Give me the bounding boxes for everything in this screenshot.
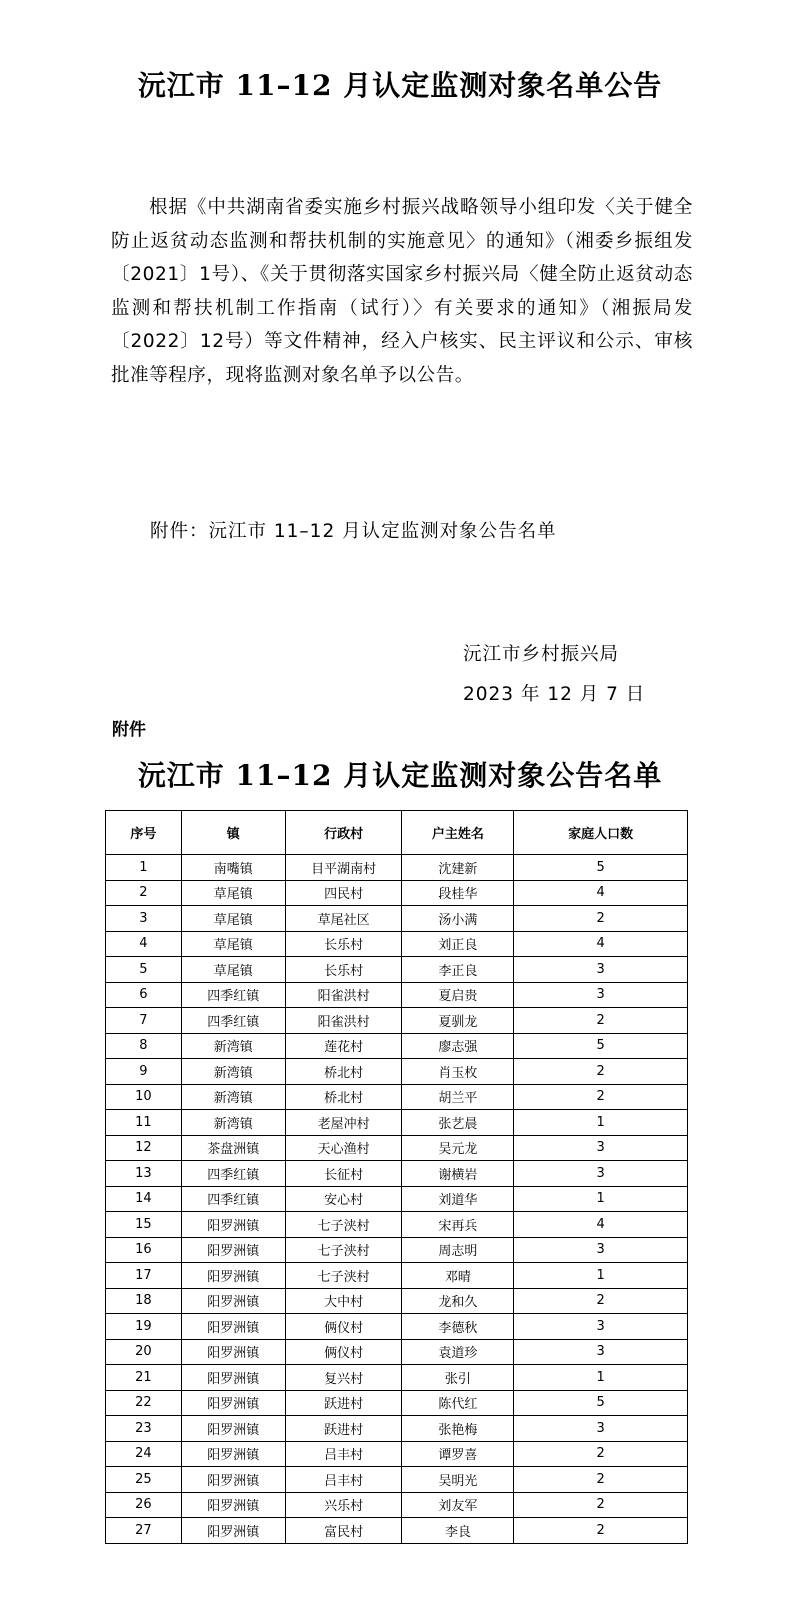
cell-householder: 宋再兵	[402, 1212, 514, 1238]
cell-household-size: 2	[514, 1467, 688, 1493]
signature-organization: 沅江市乡村振兴局	[463, 644, 620, 665]
cell-index: 18	[106, 1288, 182, 1314]
cell-household-size: 1	[514, 1263, 688, 1289]
announcement-title: 沅江市 11–12 月认定监测对象名单公告	[137, 69, 663, 102]
table-row	[106, 1416, 688, 1442]
cell-village: 天心渔村	[285, 1135, 402, 1161]
cell-town: 阳罗洲镇	[181, 1492, 285, 1518]
cell-index: 25	[106, 1467, 182, 1493]
cell-household-size: 3	[514, 982, 688, 1008]
cell-householder: 汤小满	[402, 906, 514, 932]
table-row	[106, 1135, 688, 1161]
cell-village: 吕丰村	[285, 1467, 402, 1493]
table-row	[106, 1059, 688, 1085]
table-row	[106, 957, 688, 983]
table-body	[106, 855, 688, 1544]
cell-index: 21	[106, 1365, 182, 1391]
cell-householder: 夏启贵	[402, 982, 514, 1008]
cell-town: 新湾镇	[181, 1110, 285, 1136]
cell-index: 16	[106, 1237, 182, 1263]
cell-town: 阳罗洲镇	[181, 1390, 285, 1416]
cell-householder: 刘正良	[402, 931, 514, 957]
cell-village: 目平湖南村	[285, 855, 402, 881]
table-row	[106, 1237, 688, 1263]
cell-index: 14	[106, 1186, 182, 1212]
cell-index: 11	[106, 1110, 182, 1136]
cell-village: 长乐村	[285, 931, 402, 957]
cell-householder: 李良	[402, 1518, 514, 1544]
cell-village: 大中村	[285, 1288, 402, 1314]
table-row	[106, 1263, 688, 1289]
table-row	[106, 1365, 688, 1391]
cell-village: 俩仪村	[285, 1339, 402, 1365]
cell-household-size: 2	[514, 1008, 688, 1034]
table-row	[106, 1008, 688, 1034]
cell-household-size: 3	[514, 1237, 688, 1263]
cell-town: 南嘴镇	[181, 855, 285, 881]
table-row	[106, 855, 688, 881]
cell-index: 27	[106, 1518, 182, 1544]
cell-town: 阳罗洲镇	[181, 1365, 285, 1391]
cell-household-size: 5	[514, 1033, 688, 1059]
column-header-index: 序号	[106, 811, 182, 855]
table-row	[106, 1492, 688, 1518]
cell-town: 四季红镇	[181, 1186, 285, 1212]
cell-town: 草尾镇	[181, 880, 285, 906]
cell-town: 阳罗洲镇	[181, 1212, 285, 1238]
cell-householder: 谭罗喜	[402, 1441, 514, 1467]
cell-town: 阳罗洲镇	[181, 1288, 285, 1314]
cell-household-size: 3	[514, 1161, 688, 1187]
cell-town: 阳罗洲镇	[181, 1518, 285, 1544]
cell-village: 七子浃村	[285, 1212, 402, 1238]
cell-town: 阳罗洲镇	[181, 1467, 285, 1493]
cell-village: 富民村	[285, 1518, 402, 1544]
cell-household-size: 1	[514, 1110, 688, 1136]
cell-village: 草尾社区	[285, 906, 402, 932]
cell-village: 阳雀洪村	[285, 982, 402, 1008]
table-header-row	[106, 811, 688, 855]
cell-household-size: 3	[514, 1314, 688, 1340]
cell-householder: 龙和久	[402, 1288, 514, 1314]
cell-index: 7	[106, 1008, 182, 1034]
cell-index: 12	[106, 1135, 182, 1161]
table-row	[106, 1339, 688, 1365]
cell-householder: 张引	[402, 1365, 514, 1391]
cell-town: 新湾镇	[181, 1033, 285, 1059]
table-row	[106, 1518, 688, 1544]
cell-index: 8	[106, 1033, 182, 1059]
cell-village: 桥北村	[285, 1084, 402, 1110]
cell-town: 四季红镇	[181, 1161, 285, 1187]
signature-date: 2023 年 12 月 7 日	[463, 684, 646, 705]
cell-householder: 肖玉枚	[402, 1059, 514, 1085]
table-row	[106, 982, 688, 1008]
cell-householder: 沈建新	[402, 855, 514, 881]
cell-index: 2	[106, 880, 182, 906]
cell-index: 23	[106, 1416, 182, 1442]
cell-village: 桥北村	[285, 1059, 402, 1085]
cell-household-size: 5	[514, 855, 688, 881]
cell-town: 草尾镇	[181, 906, 285, 932]
column-header-householder: 户主姓名	[402, 811, 514, 855]
table-row	[106, 1441, 688, 1467]
column-header-village: 行政村	[285, 811, 402, 855]
cell-index: 19	[106, 1314, 182, 1340]
table-row	[106, 1212, 688, 1238]
cell-village: 阳雀洪村	[285, 1008, 402, 1034]
cell-householder: 陈代红	[402, 1390, 514, 1416]
table-row	[106, 1288, 688, 1314]
cell-household-size: 2	[514, 1059, 688, 1085]
table-row	[106, 880, 688, 906]
attachment-title: 沅江市 11–12 月认定监测对象公告名单	[137, 759, 663, 792]
cell-town: 阳罗洲镇	[181, 1339, 285, 1365]
cell-index: 5	[106, 957, 182, 983]
cell-householder: 廖志强	[402, 1033, 514, 1059]
table-row	[106, 1467, 688, 1493]
monitoring-roster-table	[105, 810, 688, 1544]
cell-index: 10	[106, 1084, 182, 1110]
cell-household-size: 1	[514, 1365, 688, 1391]
announcement-body: 根据《中共湖南省委实施乡村振兴战略领导小组印发〈关于健全防止返贫动态监测和帮扶机制的实施意见〉的通知》（湘委乡振组发〔2021〕1号）、《关于贯彻落实国家乡村振兴局〈健全防止返贫动态监测和帮扶机制工作指南（试行）〉有关要求的通知》（湘振局发〔2022〕12号）等文件精神，经入户核实、民主评议和公示、审核批准等程序，现将监测对象名单予以公告。	[111, 197, 693, 386]
cell-household-size: 5	[514, 1390, 688, 1416]
cell-village: 跃进村	[285, 1390, 402, 1416]
table-row	[106, 1084, 688, 1110]
cell-householder: 谢横岩	[402, 1161, 514, 1187]
cell-householder: 胡兰平	[402, 1084, 514, 1110]
attachment-label: 附件	[112, 720, 146, 740]
cell-household-size: 3	[514, 1135, 688, 1161]
table-row	[106, 1186, 688, 1212]
cell-index: 22	[106, 1390, 182, 1416]
cell-householder: 吴元龙	[402, 1135, 514, 1161]
cell-village: 四民村	[285, 880, 402, 906]
cell-town: 茶盘洲镇	[181, 1135, 285, 1161]
cell-household-size: 4	[514, 1212, 688, 1238]
cell-index: 6	[106, 982, 182, 1008]
cell-village: 跃进村	[285, 1416, 402, 1442]
cell-index: 20	[106, 1339, 182, 1365]
cell-householder: 张艺晨	[402, 1110, 514, 1136]
cell-village: 七子浃村	[285, 1237, 402, 1263]
cell-index: 9	[106, 1059, 182, 1085]
cell-town: 阳罗洲镇	[181, 1263, 285, 1289]
cell-householder: 张艳梅	[402, 1416, 514, 1442]
cell-index: 26	[106, 1492, 182, 1518]
cell-village: 长征村	[285, 1161, 402, 1187]
cell-village: 老屋冲村	[285, 1110, 402, 1136]
cell-householder: 周志明	[402, 1237, 514, 1263]
cell-householder: 李正良	[402, 957, 514, 983]
cell-householder: 邓晴	[402, 1263, 514, 1289]
cell-index: 3	[106, 906, 182, 932]
attachment-reference: 附件：沅江市 11–12 月认定监测对象公告名单	[150, 521, 557, 542]
cell-household-size: 3	[514, 957, 688, 983]
table-row	[106, 1110, 688, 1136]
cell-town: 四季红镇	[181, 982, 285, 1008]
cell-household-size: 3	[514, 1339, 688, 1365]
table-row	[106, 1314, 688, 1340]
table-row	[106, 1390, 688, 1416]
cell-household-size: 4	[514, 931, 688, 957]
column-header-household-size: 家庭人口数	[514, 811, 688, 855]
cell-household-size: 2	[514, 1492, 688, 1518]
cell-town: 阳罗洲镇	[181, 1237, 285, 1263]
cell-index: 4	[106, 931, 182, 957]
cell-householder: 李德秋	[402, 1314, 514, 1340]
cell-householder: 刘道华	[402, 1186, 514, 1212]
cell-town: 阳罗洲镇	[181, 1441, 285, 1467]
cell-town: 阳罗洲镇	[181, 1314, 285, 1340]
cell-village: 安心村	[285, 1186, 402, 1212]
cell-index: 24	[106, 1441, 182, 1467]
cell-household-size: 3	[514, 1416, 688, 1442]
cell-village: 吕丰村	[285, 1441, 402, 1467]
cell-village: 复兴村	[285, 1365, 402, 1391]
cell-householder: 吴明光	[402, 1467, 514, 1493]
cell-village: 长乐村	[285, 957, 402, 983]
cell-town: 草尾镇	[181, 957, 285, 983]
cell-household-size: 2	[514, 1441, 688, 1467]
cell-village: 七子浃村	[285, 1263, 402, 1289]
cell-town: 阳罗洲镇	[181, 1416, 285, 1442]
cell-household-size: 2	[514, 1288, 688, 1314]
table-row	[106, 1033, 688, 1059]
cell-householder: 刘友军	[402, 1492, 514, 1518]
cell-household-size: 2	[514, 1084, 688, 1110]
cell-index: 1	[106, 855, 182, 881]
cell-village: 俩仪村	[285, 1314, 402, 1340]
cell-town: 新湾镇	[181, 1084, 285, 1110]
cell-town: 新湾镇	[181, 1059, 285, 1085]
cell-town: 草尾镇	[181, 931, 285, 957]
cell-town: 四季红镇	[181, 1008, 285, 1034]
cell-household-size: 4	[514, 880, 688, 906]
cell-index: 15	[106, 1212, 182, 1238]
cell-village: 莲花村	[285, 1033, 402, 1059]
column-header-town: 镇	[181, 811, 285, 855]
cell-household-size: 2	[514, 1518, 688, 1544]
cell-index: 13	[106, 1161, 182, 1187]
cell-index: 17	[106, 1263, 182, 1289]
cell-householder: 袁道珍	[402, 1339, 514, 1365]
table-row	[106, 931, 688, 957]
table-row	[106, 1161, 688, 1187]
cell-householder: 段桂华	[402, 880, 514, 906]
cell-village: 兴乐村	[285, 1492, 402, 1518]
cell-household-size: 2	[514, 906, 688, 932]
cell-household-size: 1	[514, 1186, 688, 1212]
table-row	[106, 906, 688, 932]
cell-householder: 夏驯龙	[402, 1008, 514, 1034]
